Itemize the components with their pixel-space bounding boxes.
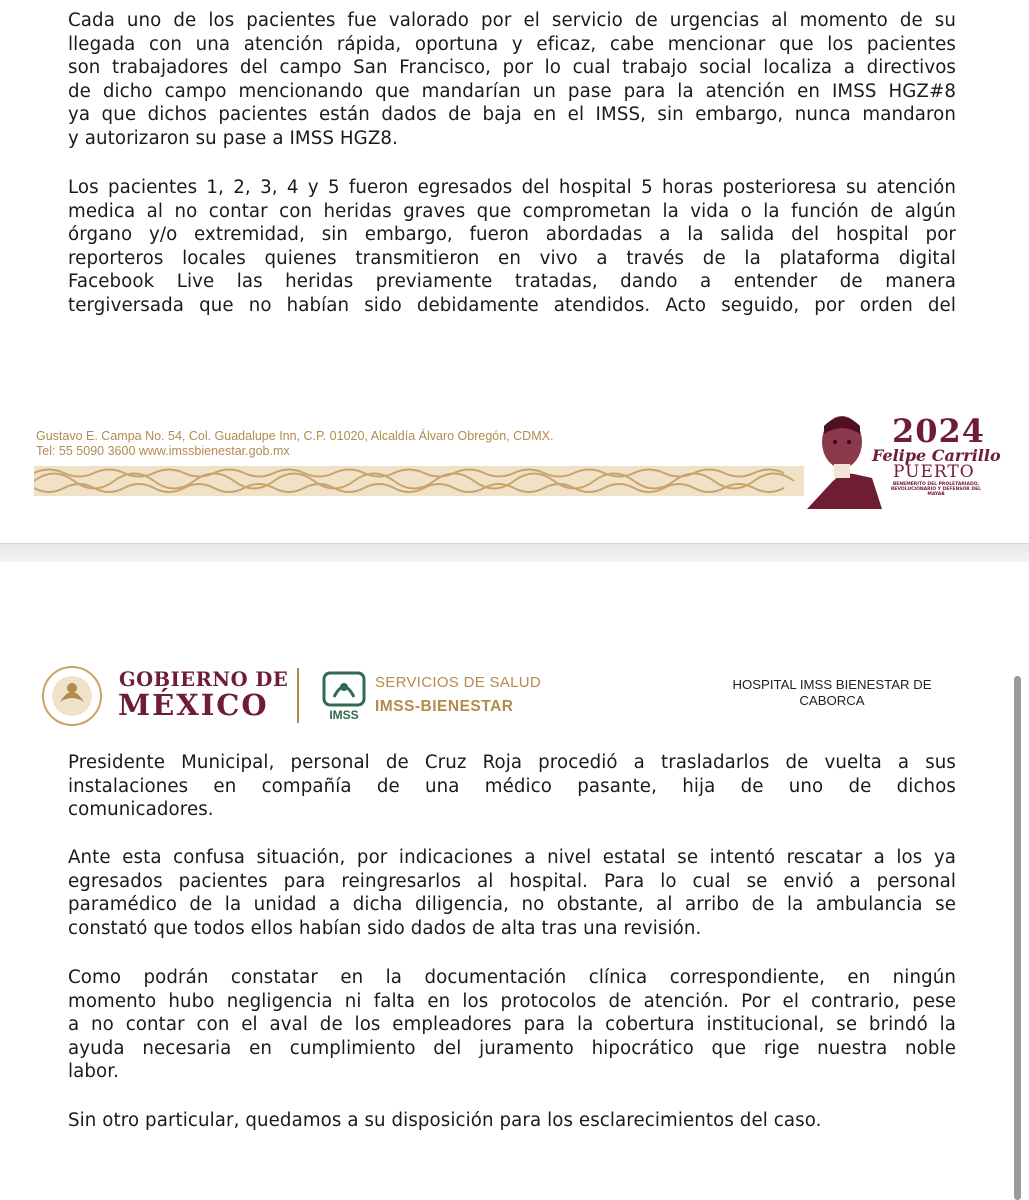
text-line: instalaciones en compañía de una médico pasante, hija de uno de dichos bbox=[68, 775, 956, 797]
text-line: órgano y/o extremidad, sin embargo, fueron abordadas a la salida del hospital por bbox=[68, 224, 956, 246]
header-divider bbox=[297, 668, 299, 723]
paragraph-rescate bbox=[68, 846, 956, 940]
text-line: medica al no contar con heridas graves que comprometan la vida o la función de algún bbox=[68, 200, 956, 222]
text-line: Los pacientes 1, 2, 3, 4 y 5 fueron egresados del hospital 5 horas posterioresa su atención bbox=[68, 177, 956, 198]
paragraph-cierre bbox=[68, 1109, 956, 1133]
text-line: llegada con una atención rápida, oportuna y eficaz, cabe mencionar que los pacientes bbox=[68, 33, 956, 55]
text-line: comunicadores. bbox=[68, 799, 214, 821]
text-line: Facebook Live las heridas previamente tratadas, dando a entender de manera bbox=[68, 271, 956, 293]
text-line: a no contar con el aval de los empleadores para la cobertura institucional, se brindó la bbox=[68, 1014, 956, 1036]
hospital-name bbox=[712, 677, 952, 709]
text-line: constató que todos ellos habían sido dados de alta tras una revisión. bbox=[68, 917, 702, 939]
badge-subtitle: BENEMÉRITO DEL PROLETARIADO, REVOLUCIONARIO Y DEFENSOR DEL MAYAB bbox=[890, 482, 982, 497]
text-line: Ante esta confusa situación, por indicaciones a nivel estatal se intentó rescatar a los ya bbox=[68, 847, 956, 868]
badge-year: 2024 bbox=[892, 412, 986, 450]
footer-contact: Tel: 55 5090 3600 www.imssbienestar.gob.mx bbox=[36, 444, 290, 458]
imss-mark: IMSS bbox=[329, 708, 359, 721]
footer-address: Gustavo E. Campa No. 54, Col. Guadalupe Inn, C.P. 01020, Alcaldía Álvaro Obregón, CDMX. bbox=[36, 429, 554, 443]
text-line: ayuda necesaria en cumplimiento del juramento hipocrático que rige nuestra noble bbox=[68, 1037, 956, 1059]
text-line: Sin otro particular, quedamos a su disposición para los esclarecimientos del caso. bbox=[68, 1110, 822, 1131]
imss-bienestar-label: IMSS-BIENESTAR bbox=[375, 698, 514, 715]
text-line: Como podrán constatar en la documentación clínica correspondiente, en ningún bbox=[68, 967, 956, 988]
paragraph-traslado bbox=[68, 751, 956, 822]
hospital-line-1: HOSPITAL IMSS BIENESTAR DE bbox=[732, 677, 932, 692]
ornamental-band bbox=[34, 466, 804, 496]
text-line: egresados pacientes para reingresarlos al hospital. Para lo cual se envió a personal bbox=[68, 870, 956, 892]
text-line: momento hubo negligencia ni falta en los protocolos de atención. Por el contrario, pese bbox=[68, 990, 956, 1012]
text-line: tergiversada que no habían sido debidamente atendidos. Acto seguido, por orden del bbox=[68, 294, 956, 316]
text-line: ya que dichos pacientes están dados de baja en el IMSS, sin embargo, nunca mandaron bbox=[68, 104, 956, 126]
badge-puerto: PUERTO bbox=[893, 462, 975, 482]
mexico-title: MÉXICO bbox=[118, 688, 269, 722]
text-line: Presidente Municipal, personal de Cruz Roja procedió a trasladarlos de vuelta a sus bbox=[68, 752, 956, 773]
text-line: son trabajadores del campo San Francisco, por lo cual trabajo social localiza a directivos bbox=[68, 57, 956, 79]
badge-name: Felipe Carrillo bbox=[872, 446, 1001, 465]
servicios-salud-label: SERVICIOS DE SALUD bbox=[375, 674, 542, 691]
text-line: y autorizaron su pase a IMSS HGZ8. bbox=[68, 127, 398, 149]
imss-logo-icon bbox=[322, 671, 366, 721]
mexico-seal-icon bbox=[38, 664, 110, 728]
page-separator bbox=[0, 543, 1029, 562]
text-line: reporteros locales quienes transmitieron en vivo a través de la plataforma digital bbox=[68, 247, 956, 269]
paragraph-conclusion bbox=[68, 966, 956, 1084]
hospital-line-2: CABORCA bbox=[799, 693, 865, 708]
text-line: labor. bbox=[68, 1061, 120, 1083]
text-line: Cada uno de los pacientes fue valorado por el servicio de urgencias al momento de su bbox=[68, 10, 956, 31]
paragraph-egreso bbox=[68, 176, 956, 318]
footer-address-block bbox=[36, 429, 553, 459]
text-line: de dicho campo mencionando que mandarían un pase para la atención en IMSS HGZ#8 bbox=[68, 80, 956, 102]
gobierno-title: GOBIERNO DE bbox=[119, 668, 289, 691]
vertical-scrollbar[interactable] bbox=[1014, 676, 1021, 1200]
text-line: paramédico de la unidad a dicha diligencia, no obstante, al arribo de la ambulancia se bbox=[68, 894, 956, 916]
paragraph-valoracion bbox=[68, 9, 956, 151]
